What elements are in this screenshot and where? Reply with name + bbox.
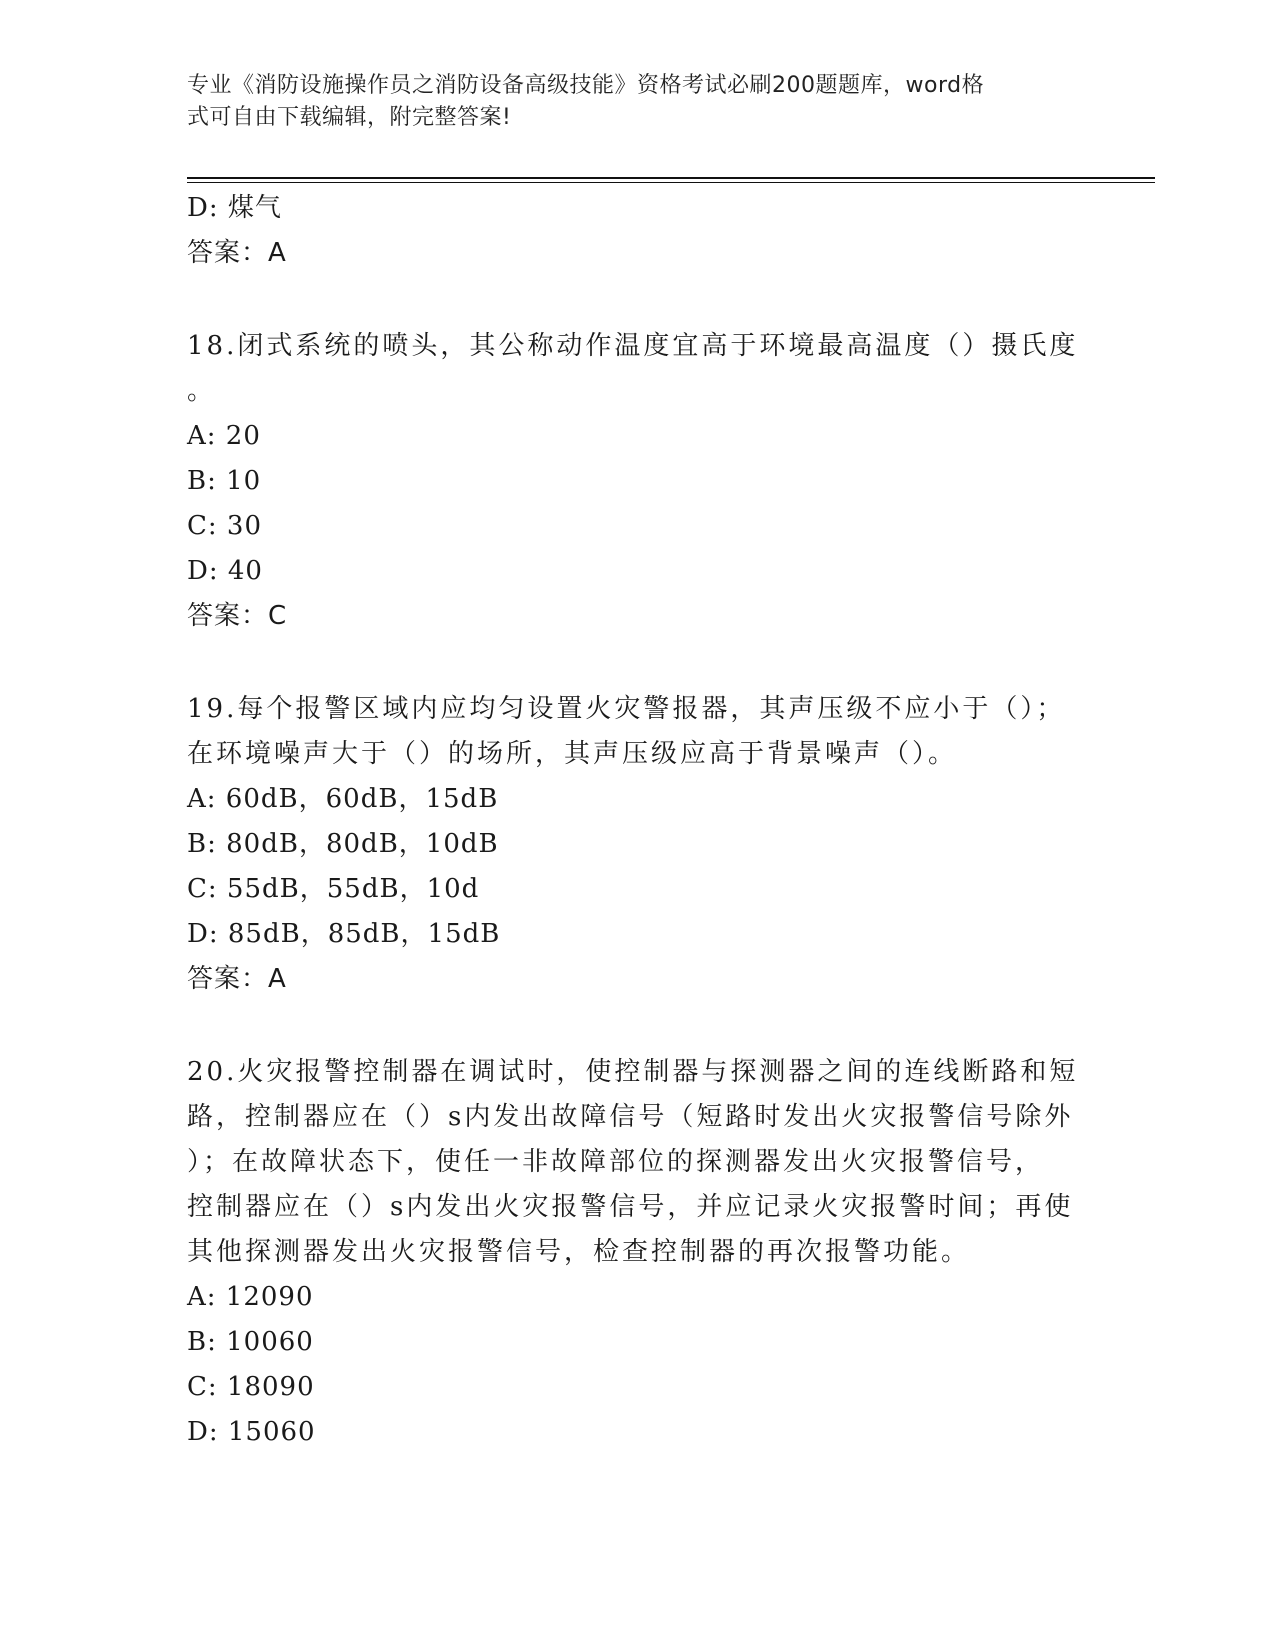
question-18 xyxy=(187,324,1087,639)
option-c: C: 18090 xyxy=(187,1372,315,1402)
question-text-line: 18.闭式系统的喷头，其公称动作温度宜高于环境最高温度（）摄氏度 xyxy=(187,331,1079,361)
option-a: A: 60dB，60dB，15dB xyxy=(187,784,499,814)
option-c: C: 30 xyxy=(187,511,263,541)
option-d: D: 15060 xyxy=(187,1417,316,1447)
document-header xyxy=(187,70,1067,134)
question-text-line: 其他探测器发出火灾报警信号，检查控制器的再次报警功能。 xyxy=(187,1237,971,1267)
header-rule-thick xyxy=(187,177,1155,179)
question-20 xyxy=(187,1050,1087,1455)
question-content xyxy=(187,186,1087,1455)
prev-option-d: D: 煤气 xyxy=(187,193,282,223)
spacer xyxy=(187,276,1087,324)
option-c: C: 55dB，55dB，10d xyxy=(187,874,480,904)
header-line-1: 专业《消防设施操作员之消防设备高级技能》资格考试必刷200题题库，word格 xyxy=(187,73,985,98)
header-rule-thin xyxy=(187,182,1155,183)
prev-answer: 答案：A xyxy=(187,238,287,268)
option-b: B: 10060 xyxy=(187,1327,314,1357)
option-d: D: 85dB，85dB，15dB xyxy=(187,919,501,949)
question-text-line: 路，控制器应在（）s内发出故障信号（短路时发出火灾报警信号除外 xyxy=(187,1102,1074,1132)
option-d: D: 40 xyxy=(187,556,263,586)
question-text-line: 19.每个报警区域内应均匀设置火灾警报器，其声压级不应小于（）； xyxy=(187,694,1066,724)
question-text-line: 在环境噪声大于（）的场所，其声压级应高于背景噪声（）。 xyxy=(187,739,958,769)
option-b: B: 10 xyxy=(187,466,262,496)
question-text-line: 20.火灾报警控制器在调试时，使控制器与探测器之间的连线断路和短 xyxy=(187,1057,1079,1087)
option-b: B: 80dB，80dB，10dB xyxy=(187,829,499,859)
header-line-2: 式可自由下载编辑，附完整答案! xyxy=(187,105,512,130)
answer: 答案：C xyxy=(187,601,288,631)
question-19 xyxy=(187,687,1087,1002)
spacer xyxy=(187,1002,1087,1050)
answer: 答案：A xyxy=(187,964,287,994)
option-a: A: 12090 xyxy=(187,1282,314,1312)
question-text-line: ）；在故障状态下，使任一非故障部位的探测器发出火灾报警信号， xyxy=(187,1147,1045,1177)
question-text-line: 。 xyxy=(187,376,217,406)
option-a: A: 20 xyxy=(187,421,261,451)
question-text-line: 控制器应在（）s内发出火灾报警信号，并应记录火灾报警时间；再使 xyxy=(187,1192,1074,1222)
spacer xyxy=(187,639,1087,687)
